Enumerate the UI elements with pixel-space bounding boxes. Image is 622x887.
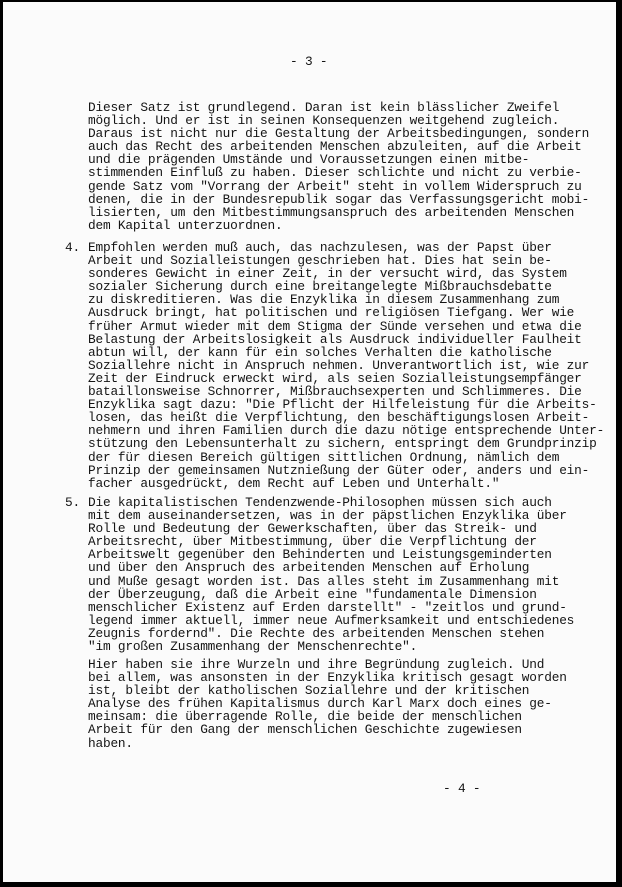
item-5-text: Die kapitalistischen Tendenzwende-Philosophen müssen sich auch mit dem auseinandersetzen, was in der päpstlichen Enzyklika über Rolle und Bedeutung der Gewerkschaften, über das Streik- und Arbeitsrecht, über Mitbestimmung, über die Verpflichtung der Arbeitswelt gegenüber den Behinderten und Leistungsgeminderten und über den Anspruch des arbeitenden Menschen auf Erholung und Muße gesagt worden ist. Das alles steht im Zusammenhang mit der Überzeugung, daß die Arbeit eine "fundamentale Dimension menschlicher Existenz auf Erden darstellt" - "zeitlos und grund- legend immer aktuell, immer neue Aufmerksamkeit und entschiedenes Zeugnis fordernd". Die Rechte des arbeitenden Menschen stehen "im großen Zusammenhang der Menschenrechte". bbox=[88, 495, 575, 655]
page-number: - 3 - bbox=[290, 54, 328, 69]
paragraph-final: Hier haben sie ihre Wurzeln und ihre Begründung zugleich. Und bei allem, was ansonsten in der Enzyklika kritisch gesagt worden ist, bleibt der katholischen Soziallehre und der kritischen Analyse des frühen Kapitalismus durch Karl Marx doch eines ge- meinsam: die überragende Rolle, die beide der menschlichen Arbeit für den Gang der menschlichen Geschichte zugewiesen haben. bbox=[88, 657, 567, 751]
paragraph-intro: Dieser Satz ist grundlegend. Daran ist kein blässlicher Zweifel möglich. Und er ist in seinen Konsequenzen weitgehend zugleich. Daraus ist nicht nur die Gestaltung der Arbeitsbedingungen, sondern auch das Recht des arbeitenden Menschen abzuleiten, auf die Arbeit und die prägenden Umstände und Voraussetzungen einen mitbe- stimmenden Einfluß zu haben. Dieser schlichte und nicht zu verbie- gende Satz vom "Vorrang der Arbeit" steht in vollem Widerspruch zu denen, die in der Bundesrepublik sogar das Verfassungsgericht mobi- lisierten, um den Mitbestimmungsanspruch des arbeitenden Menschen dem Kapital unterzuordnen. bbox=[88, 100, 590, 233]
item-5-number: 5. bbox=[65, 495, 80, 510]
next-page-marker: - 4 - bbox=[443, 781, 481, 796]
document-page bbox=[3, 2, 616, 882]
item-4-number: 4. bbox=[65, 240, 80, 255]
item-4-text: Empfohlen werden muß auch, das nachzulesen, was der Papst über Arbeit und Sozialleistungen geschrieben hat. Dies hat sein be- sonderes Gewicht in einer Zeit, in der versucht wird, das System sozialer Sicherung durch eine breitangelegte Mißbrauchsdebatte zu diskreditieren. Was die Enzyklika in diesem Zusammenhang zum Ausdruck bringt, hat politischen und religiösen Tiefgang. Wer wie früher Armut wieder mit dem Stigma der Sünde versehen und etwa die Belastung der Arbeitslosigkeit als Ausdruck individueller Faulheit abtun will, der kann für ein solches Verhalten die katholische Soziallehre nicht in Anspruch nehmen. Unverantwortlich ist, wie zur Zeit der Eindruck erweckt wird, als seien Sozialleistungsempfänger bataillonsweise Schnorrer, Mißbrauchsexperten und Schlimmeres. Die Enzyklika sagt dazu: "Die Pflicht der Hilfeleistung für die Arbeits- losen, das heißt die Verpflichtung, den beschäftigungslosen Arbeit- nehmern und ihren Familien durch die dazu nötige entsprechende Unter- stützung den Lebensunterhalt zu sichern, entspringt dem Grundprinzip der für diesen Bereich gültigen sittlichen Ordnung, nämlich dem Prinzip der gemeinsamen Nutznießung der Güter oder, anders und ein- facher ausgedrückt, dem Recht auf Leben und Unterhalt." bbox=[88, 240, 605, 491]
